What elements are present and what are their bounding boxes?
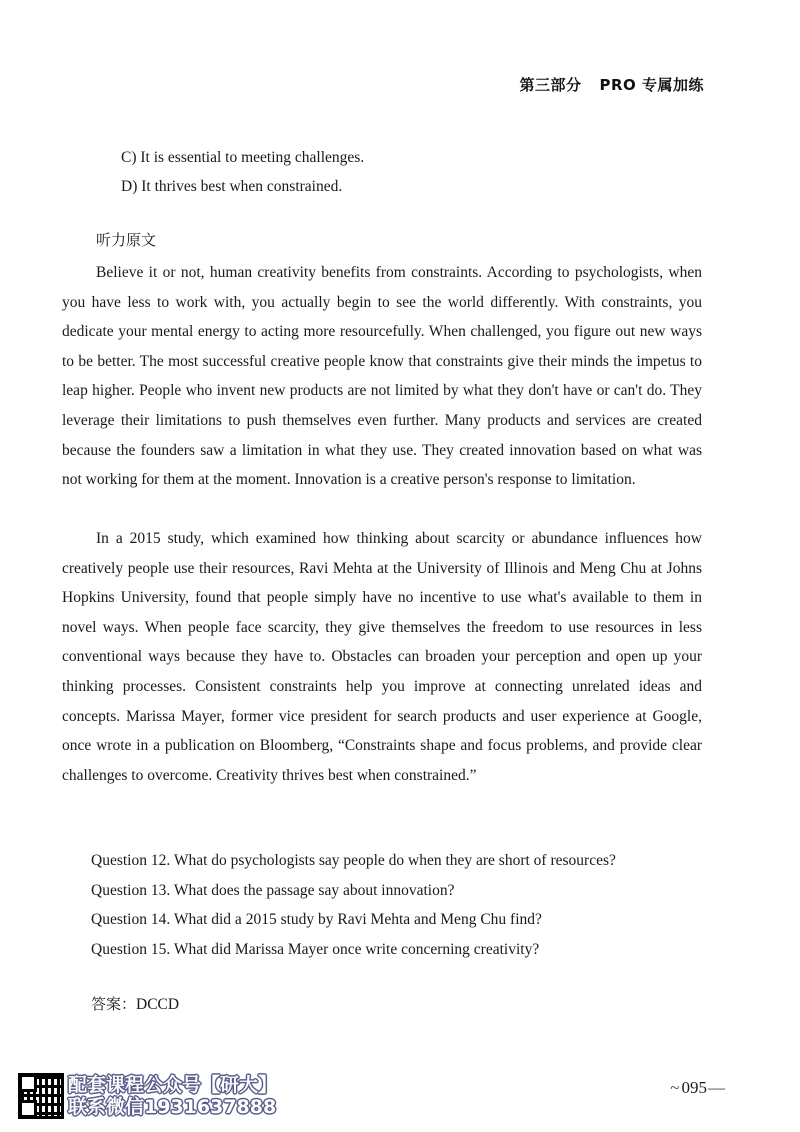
answer-value: DCCD	[136, 996, 180, 1013]
answer-label: 答案：	[91, 995, 137, 1013]
transcript-paragraph-1: Believe it or not, human creativity benefits from constraints. According to psychologists, when you have less to work with, you actually begin to see the world differently. With constraints, you dedicate your mental energy to acting more resourcefully. When challenged, you figure out new ways to be better. The most successful creative people know that constraints give their minds the impetus to leap higher. People who invent new products are not limited by what they don't have or can't do. They leverage their limitations to push themselves even further. Many products and services are created because the founders saw a limitation in what they use. They created innovation based on what was not working for them at the moment. Innovation is a creative person's response to limitation.	[62, 264, 702, 489]
question-list	[91, 846, 616, 964]
question-15: Question 15. What did Marissa Mayer once write concerning creativity?	[91, 940, 540, 958]
option-d: D) It thrives best when constrained.	[121, 178, 343, 195]
question-14: Question 14. What did a 2015 study by Ravi Mehta and Meng Chu find?	[91, 911, 542, 928]
page-number: ~ 095 —	[670, 1078, 725, 1098]
header-section: PRO 专属加练	[599, 76, 704, 94]
option-c: C) It is essential to meeting challenges.	[121, 149, 365, 166]
question-12: Question 12. What do psychologists say people do when they are short of resources?	[91, 852, 616, 869]
watermark-line-1: 配套课程公众号【研大】	[68, 1074, 278, 1096]
answer-key	[91, 993, 179, 1014]
qr-code-icon	[18, 1073, 64, 1119]
section-title: 听力原文	[96, 231, 157, 249]
watermark	[18, 1071, 277, 1121]
running-header	[519, 74, 704, 95]
transcript-paragraph-2: In a 2015 study, which examined how thinking about scarcity or abundance influences how creatively people use their resources, Ravi Mehta at the University of Illinois and Meng Chu at Johns Hopkins University, found that people simply have no incentive to use what's available to them in novel ways. When people face scarcity, they give themselves the freedom to use resources in less conventional ways because they have to. Obstacles can broaden your perception and open up your thinking processes. Consistent constraints help you improve at connecting unrelated ideas and concepts. Marissa Mayer, former vice president for search products and user experience at Google, once wrote in a publication on Bloomberg, “Constraints shape and focus problems, and provide clear challenges to overcome. Creativity thrives best when constrained.”	[62, 530, 702, 784]
question-13: Question 13. What does the passage say about innovation?	[91, 881, 455, 899]
header-part: 第三部分	[519, 76, 582, 94]
watermark-line-2: 联系微信1931637888	[68, 1096, 277, 1118]
answer-options	[121, 143, 364, 201]
